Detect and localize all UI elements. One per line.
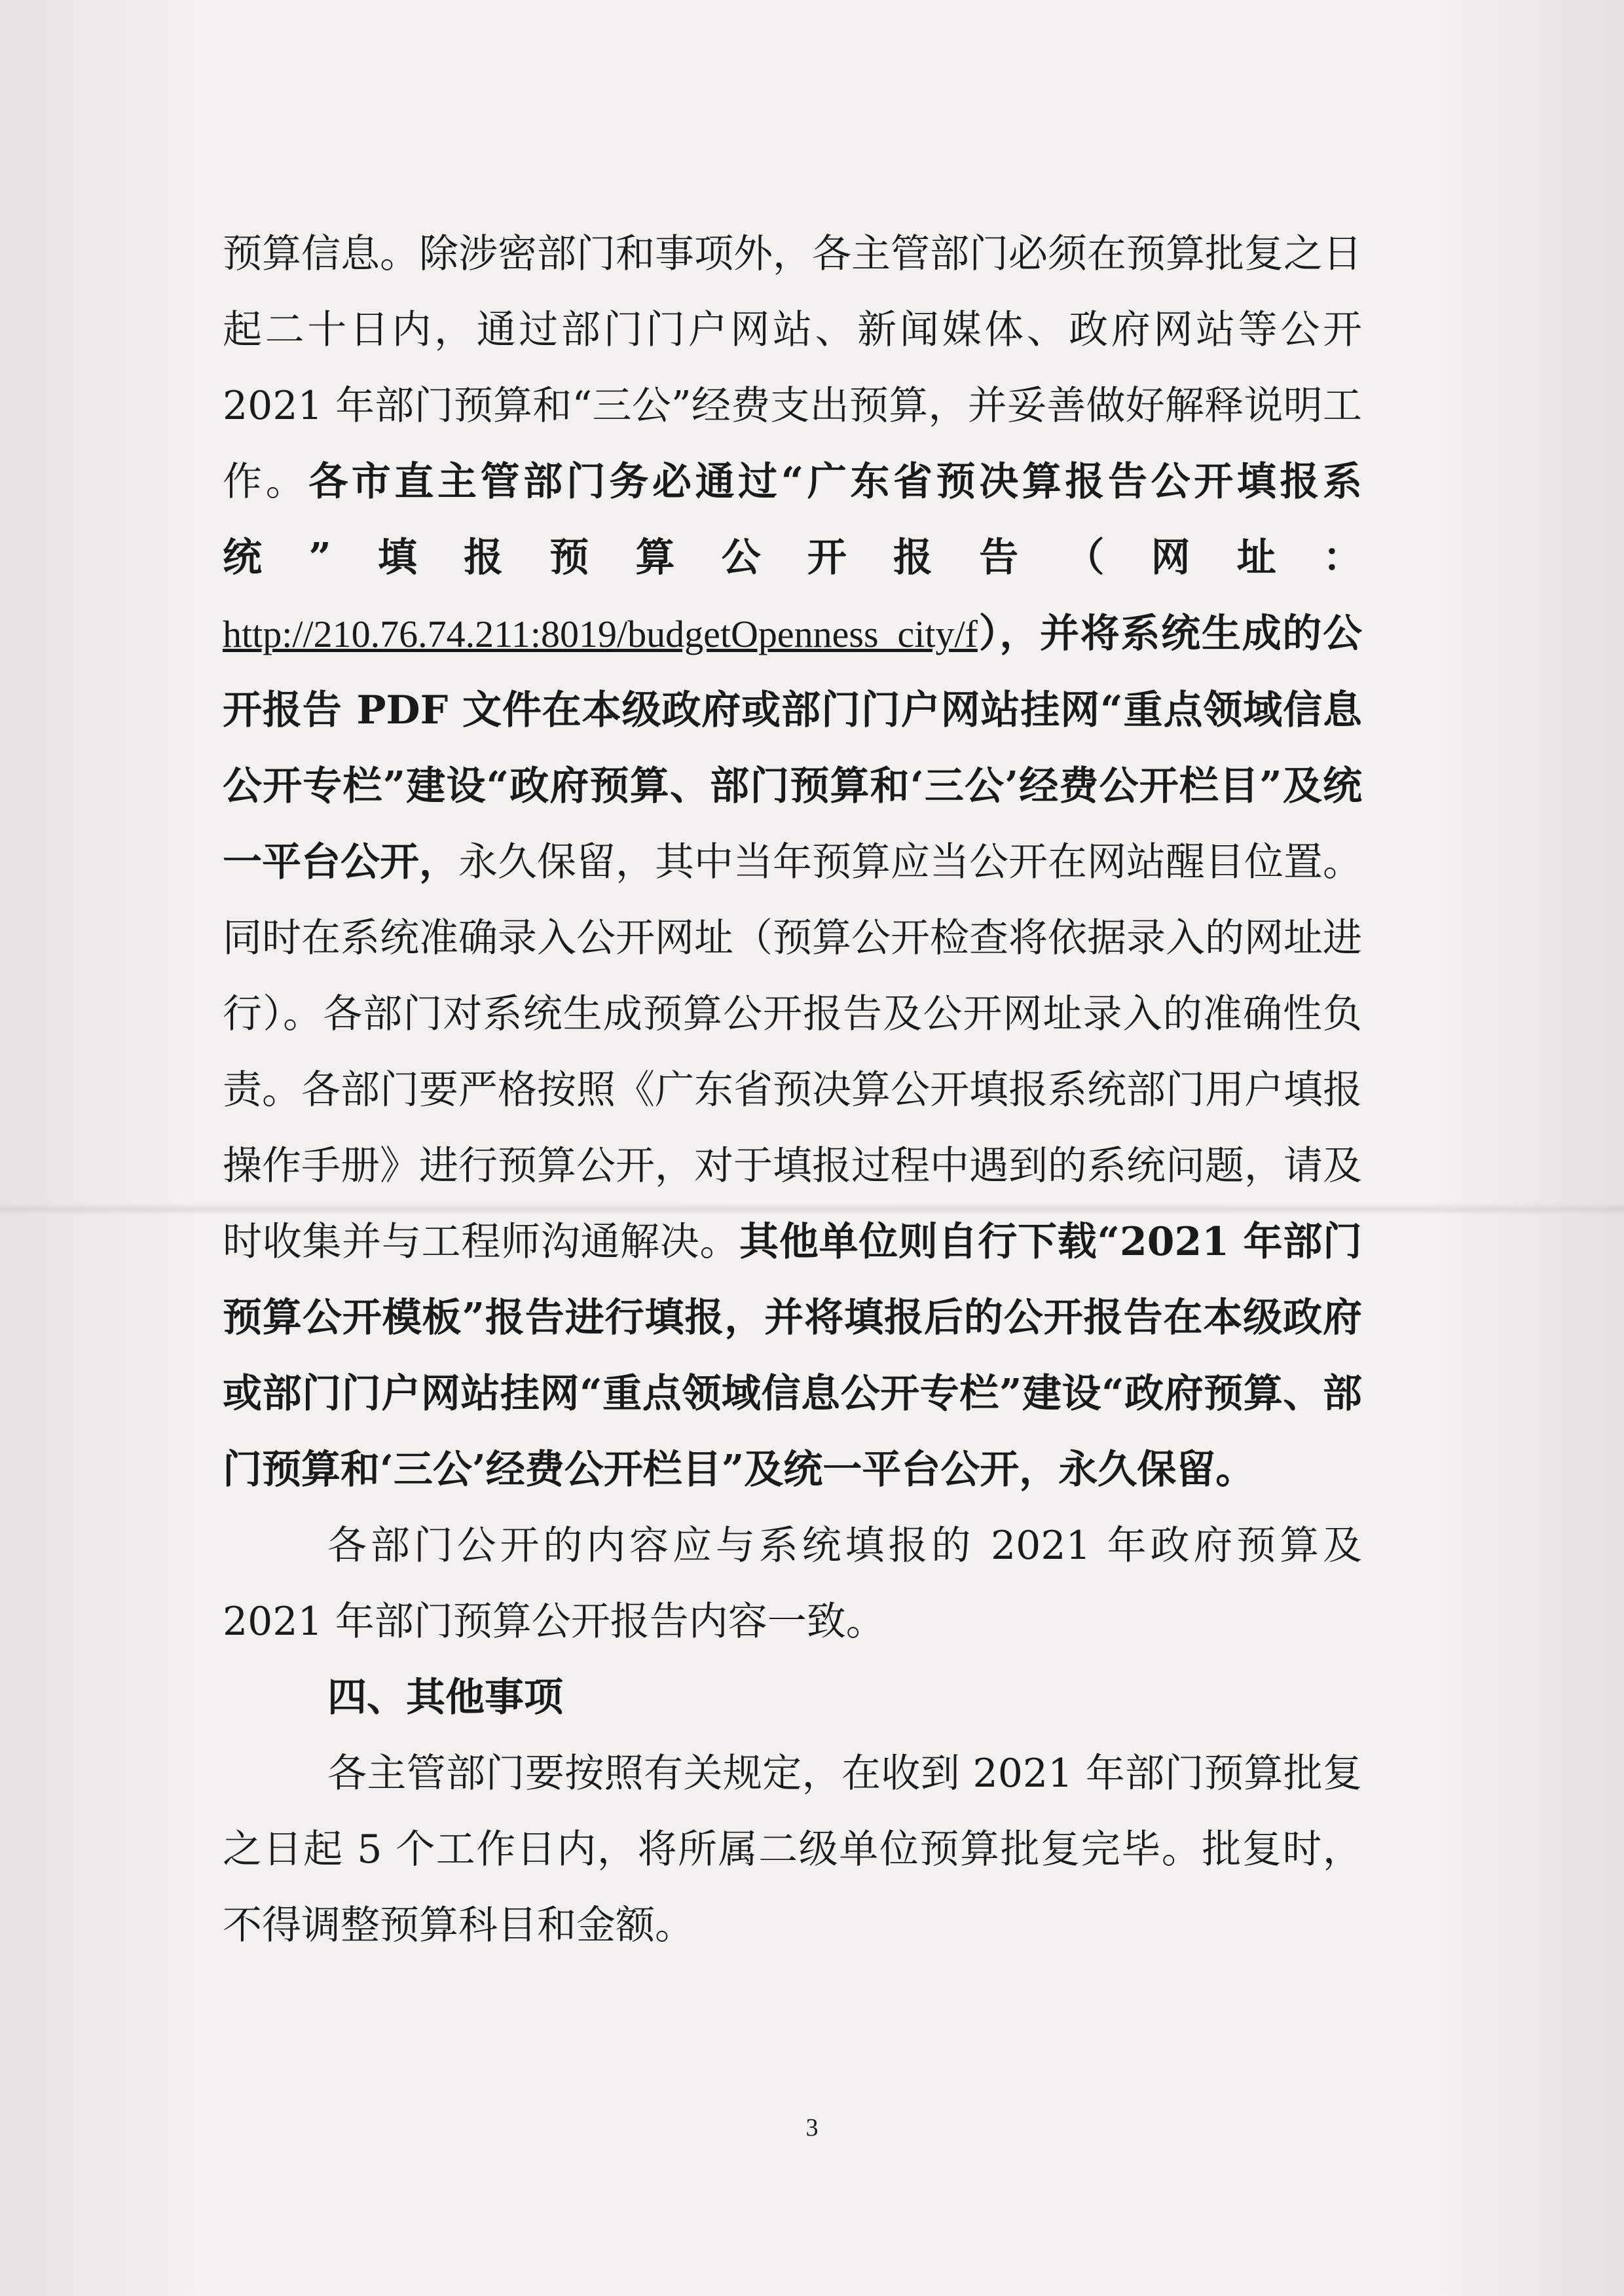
body-text [223, 216, 1362, 1963]
page-number: 3 [805, 2114, 819, 2141]
p1-seg-4: ），并将系统生成的公开报告 PDF 文件在本级政府或部门门户网站挂网“重点领域信息公开专栏”建设“政府预算、部门预算和‘三公’经费公开栏目”及统一平台公开， [223, 611, 1362, 885]
paragraph-1 [223, 216, 1362, 1508]
p1-seg-2: 各市直主管部门务必通过“广东省预决算报告公开填报系统”填报预算公开报告（网址： [223, 459, 1363, 581]
section-heading: 四、其他事项 [327, 1675, 563, 1721]
paragraph-2 [223, 1508, 1362, 1660]
p2-seg-1: 各部门公开的内容应与系统填报的 2021 年政府预算及 2021 年部门预算公开报告内容一致。 [223, 1523, 1362, 1645]
p1-seg-5: 永久保留，其中当年预算应当公开在网站醒目位置。同时在系统准确录入公开网址（预算公开检查将依据录入的网址进行）。各部门对系统生成预算公开报告及公开网址录入的准确性负责。各部门要严格按照《广东省预决算公开填报系统部门用户填报操作手册》进行预算公开，对于填报过程中遇到的系统问题，请及时收集并与工程师沟通解决。 [223, 839, 1362, 1265]
p1-seg-1: 预算信息。除涉密部门和事项外，各主管部门必须在预算批复之日起二十日内，通过部门门户网站、新闻媒体、政府网站等公开 2021 年部门预算和“三公”经费支出预算，并妥善做好解释说明工作。 [223, 231, 1362, 505]
p1-seg-6: 其他单位则自行下载“2021 年部门预算公开模板”报告进行填报，并将填报后的公开报告在本级政府或部门门户网站挂网“重点领域信息公开专栏”建设“政府预算、部门预算和‘三公’经费公开栏目”及统一平台公开，永久保留。 [223, 1219, 1362, 1493]
budget-system-url[interactable]: http://210.76.74.211:8019/budgetOpenness_city/f [223, 613, 978, 655]
paragraph-3: 各主管部门要按照有关规定，在收到 2021 年部门预算批复之日起 5 个工作日内，将所属二级单位预算批复完毕。批复时，不得调整预算科目和金额。 [223, 1751, 1362, 1948]
